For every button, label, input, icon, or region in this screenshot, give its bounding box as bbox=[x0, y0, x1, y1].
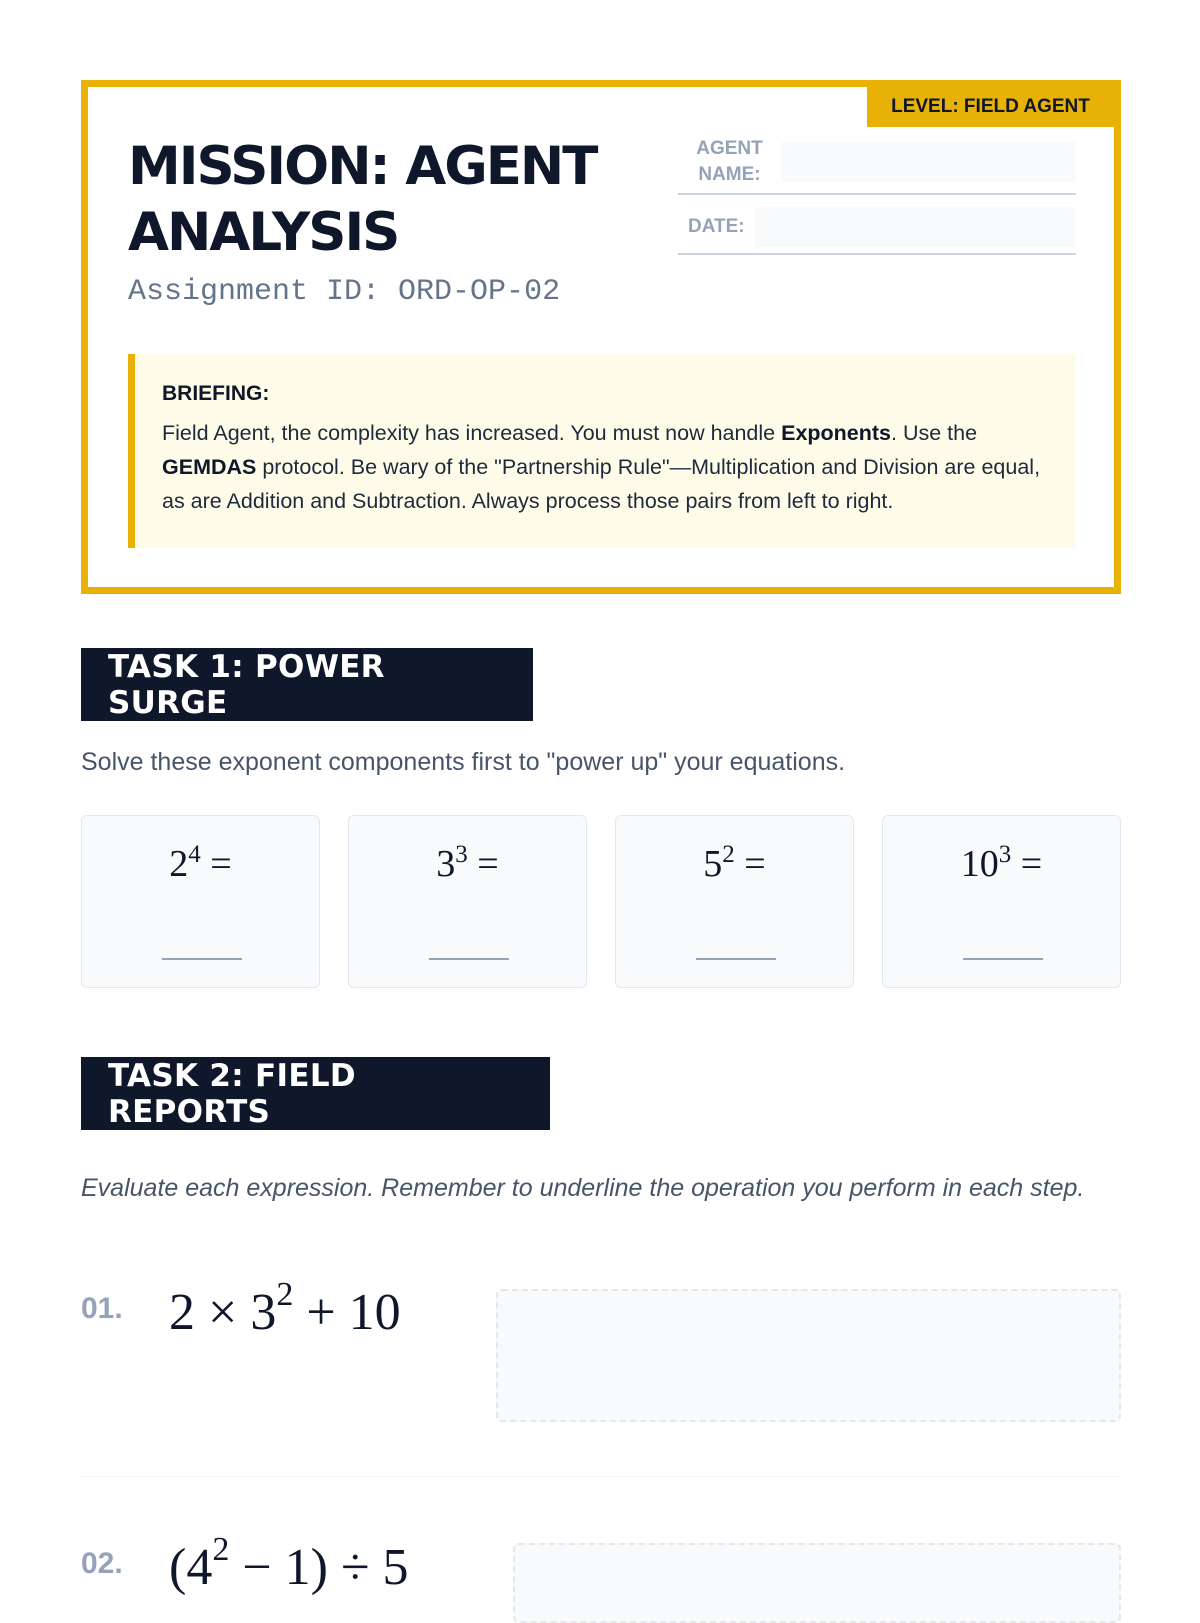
equals-sign: = bbox=[477, 843, 499, 885]
briefing-box bbox=[128, 354, 1076, 548]
agent-name-row bbox=[678, 131, 1076, 195]
date-row bbox=[678, 201, 1076, 255]
expression-part: (4 bbox=[169, 1539, 213, 1596]
expression-exponent: 2 bbox=[276, 1276, 294, 1313]
date-label: DATE: bbox=[688, 216, 745, 237]
level-badge: LEVEL: FIELD AGENT bbox=[867, 87, 1114, 127]
agent-name-field[interactable] bbox=[781, 142, 1076, 182]
briefing-text bbox=[162, 416, 1046, 518]
equals-sign: = bbox=[210, 843, 232, 885]
expression-part: − 1) ÷ 5 bbox=[229, 1539, 409, 1596]
expression-part: 2 × 3 bbox=[169, 1284, 277, 1341]
work-area[interactable] bbox=[496, 1289, 1121, 1422]
briefing-label: BRIEFING: bbox=[162, 382, 270, 405]
task2-instruction: Evaluate each expression. Remember to underline the operation you perform in each step. bbox=[81, 1174, 1085, 1202]
work-area[interactable] bbox=[513, 1543, 1121, 1623]
date-field[interactable] bbox=[755, 207, 1076, 247]
expression-part: + 10 bbox=[293, 1284, 401, 1341]
power-base: 5 bbox=[703, 843, 723, 885]
power-card bbox=[615, 815, 854, 988]
problem-number: 02. bbox=[81, 1547, 123, 1580]
briefing-text-part: protocol. Be wary of the "Partnership Rule"—Multiplication and Division are equal, as are Addition and Subtraction. Always process those pairs from left to right. bbox=[162, 455, 1041, 513]
briefing-emphasis-gemdas: GEMDAS bbox=[162, 455, 257, 479]
briefing-text-part: . Use the bbox=[891, 421, 978, 445]
power-grid bbox=[81, 815, 1121, 988]
power-base: 10 bbox=[960, 843, 999, 885]
problem-expression bbox=[169, 1276, 401, 1342]
task2-header: TASK 2: FIELD REPORTS bbox=[81, 1057, 550, 1130]
power-base: 3 bbox=[436, 843, 456, 885]
power-expression bbox=[616, 842, 853, 886]
briefing-text-part: Field Agent, the complexity has increased. You must now handle bbox=[162, 421, 782, 445]
power-exponent: 4 bbox=[188, 841, 201, 868]
answer-blank[interactable] bbox=[429, 958, 509, 960]
expression-exponent: 2 bbox=[212, 1531, 230, 1568]
power-card bbox=[882, 815, 1121, 988]
power-expression bbox=[349, 842, 586, 886]
equals-sign: = bbox=[1020, 843, 1043, 885]
mission-title: MISSION: AGENT ANALYSIS bbox=[128, 136, 597, 263]
problem-number: 01. bbox=[81, 1292, 123, 1325]
power-card bbox=[81, 815, 320, 988]
divider bbox=[81, 1476, 1121, 1477]
problem-expression bbox=[169, 1531, 409, 1597]
assignment-id: Assignment ID: ORD-OP-02 bbox=[128, 275, 561, 309]
answer-blank[interactable] bbox=[963, 958, 1043, 960]
answer-blank[interactable] bbox=[696, 958, 776, 960]
power-exponent: 3 bbox=[998, 841, 1012, 868]
answer-blank[interactable] bbox=[162, 958, 242, 960]
power-card bbox=[348, 815, 587, 988]
power-expression bbox=[883, 842, 1120, 886]
task1-header: TASK 1: POWER SURGE bbox=[81, 648, 533, 721]
briefing-emphasis-exponents: Exponents bbox=[781, 421, 892, 445]
agent-name-label: AGENT NAME: bbox=[696, 138, 763, 185]
equals-sign: = bbox=[744, 843, 766, 885]
power-base: 2 bbox=[169, 843, 189, 885]
power-exponent: 3 bbox=[455, 841, 468, 868]
mission-header-card bbox=[81, 80, 1121, 594]
task1-instruction: Solve these exponent components first to "power up" your equations. bbox=[81, 748, 846, 776]
power-expression bbox=[82, 842, 319, 886]
power-exponent: 2 bbox=[722, 841, 735, 868]
